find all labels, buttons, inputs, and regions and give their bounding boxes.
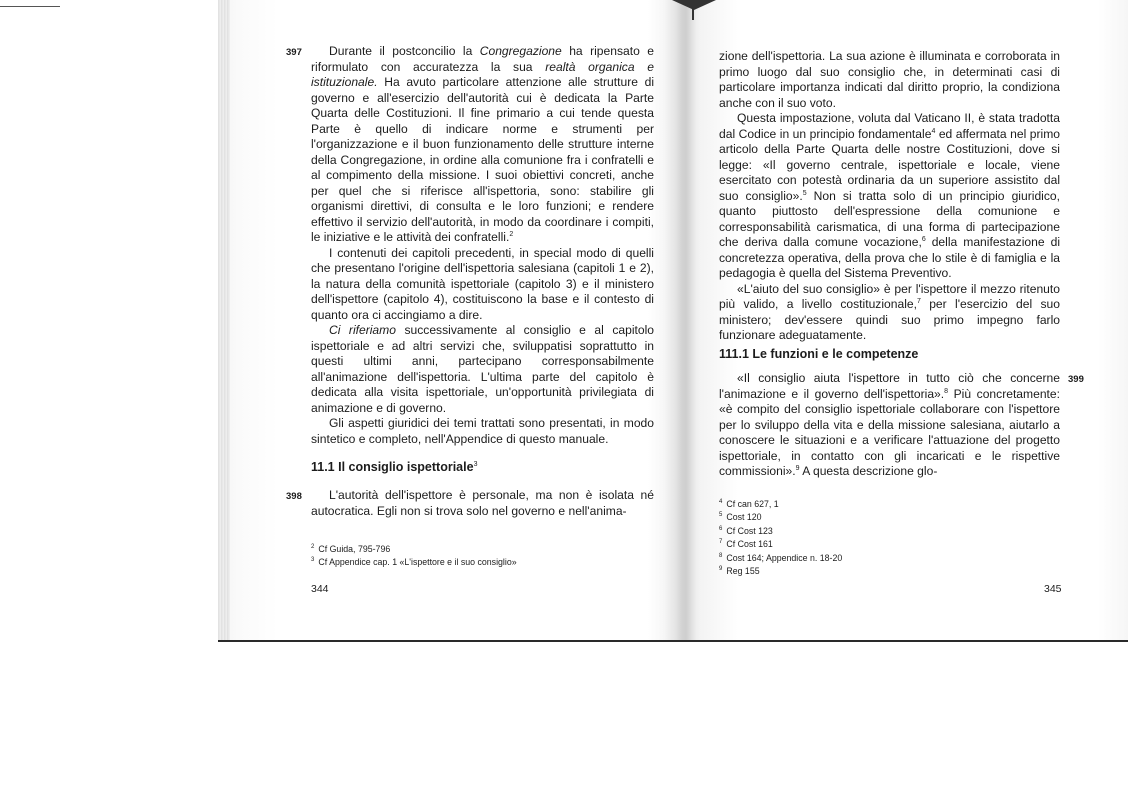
page-number-right: 345 [1044, 583, 1062, 595]
footnote: $^9$ Reg 155 [719, 566, 760, 577]
right-footnotes [719, 497, 842, 578]
left-page-body [311, 44, 654, 447]
footnote: $^2$ Cf Guida, 795-796 [311, 543, 391, 554]
footnote: $^5$ Cost 120 [719, 512, 762, 523]
footnote: $^3$ Cf Appendice cap. 1 «L'ispettore e il suo consiglio» [311, 557, 517, 568]
paragraph: «Il consiglio aiuta l'ispettore in tutto ciò che concerne l'animazione e il governo dell'ispettoria».$^8$ Più concretamente: «è compito del consiglio ispettoriale collaborare con l'ispettore per lo sviluppo della vita e della missione salesiana, aiutarlo a conoscere le situazioni e a verificare l'attuazione del progetto ispettoriale, in contatto con gli incaricati e le rispettive commissioni».$^9$ A questa descrizione glo- [719, 371, 1060, 478]
section-heading: 11.1 Il consiglio ispettoriale$^3$ [311, 460, 478, 474]
margin-number-398: 398 [286, 491, 302, 502]
paragraph: zione dell'ispettoria. La sua azione è illuminata e corroborata in primo luogo dal suo consiglio che, in determinati casi di particolare importanza indicati dal diritto proprio, la condiziona anche con il suo voto. [719, 49, 1060, 110]
right-page-body [719, 49, 1060, 344]
footnote-ref: 2 [509, 230, 514, 238]
paragraph: Ci riferiamo successivamente al consiglio e al capitolo ispettoriale e ad altri servizi che, sviluppatisi soprattutto in questi ultimi anni, partecipano corresponsabilmente all'animazione dell'ispettoria. L'ultima parte del capitolo è dedicata alla visita ispettoriale, un'opportunità privilegiata di animazione e di governo. [311, 323, 654, 415]
book-gutter [664, 0, 700, 640]
margin-number-399: 399 [1068, 374, 1084, 385]
footnote: $^7$ Cf Cost 161 [719, 539, 773, 550]
scan-edge-line [0, 6, 60, 7]
paragraph: Durante il postconcilio la Congregazione ha ripensato e riformulato con accuratezza la sua realtà organica e istituzionale. Ha avuto particolare attenzione alle strutture di governo e all'esercizio dell'autorità cui è dedicata la Parte Quarta delle Costituzioni. Il fine primario a cui tende questa Parte è quello di indicare norme e strumenti per l'organizzazione e il buon funzionamento delle strutture interne della Congregazione, in ordine alla comunione fra i confratelli e al compimento della missione. I suoi obiettivi concreti, anche per quel che si riferisce all'ispettoria, sono: stabilire gli organismi direttivi, di consulta e le loro funzioni; e rendere effettivo il servizio dell'autorità, in modo da coordinare i compiti, le iniziative e le attività dei confratelli.$^2$ [311, 44, 654, 244]
right-page-body-continued [719, 371, 1060, 480]
left-footnotes [311, 542, 517, 569]
left-page-body-continued [311, 488, 654, 519]
paragraph: I contenuti dei capitoli precedenti, in special modo di quelli che presentano l'origine dell'ispettoria salesiana (capitoli 1 e 2), la natura della comunità ispettoriale (capitolo 3) e il ministero dell'ispettore (capitolo 4), costituiscono la base e il contesto di quanto ora ci accingiamo a dire. [311, 245, 654, 322]
paragraph: Gli aspetti giuridici dei temi trattati sono presentati, in modo sintetico e completo, nell'Appendice di questo manuale. [311, 416, 654, 446]
paragraph: «L'aiuto del suo consiglio» è per l'ispettore il mezzo ritenuto più valido, a livello costituzionale,$^7$ per l'esercizio del suo ministero; dev'essere quindi suo primo impegno farlo funzionare adeguatamente. [719, 281, 1060, 342]
footnote: $^4$ Cf can 627, 1 [719, 498, 779, 509]
subsection-heading: 111.1 Le funzioni e le competenze [719, 347, 919, 361]
margin-number-397: 397 [286, 47, 302, 58]
paragraph: L'autorità dell'ispettore è personale, ma non è isolata né autocratica. Egli non si trova solo nel governo e nell'anima- [311, 488, 654, 518]
footnote: $^6$ Cf Cost 123 [719, 525, 773, 536]
bookmark-stem [692, 8, 694, 20]
bookmark-ribbon-icon [672, 0, 716, 10]
page-number-left: 344 [311, 583, 329, 595]
footnote: $^8$ Cost 164; Appendice n. 18-20 [719, 552, 843, 563]
page-stack-edge [218, 0, 230, 640]
paragraph: Questa impostazione, voluta dal Vaticano II, è stata tradotta dal Codice in un principio fondamentale$^4$ ed affermata nel primo articolo della Parte Quarta delle nostre Costituzioni, dove si legge: «Il governo centrale, ispettoriale e locale, viene esercitato con potestà ordinaria da un superiore assistito dal suo consiglio».$^5$ Non si tratta solo di un principio giuridico, quanto piuttosto dell'espressione della comunione e corresponsabilità carismatica, di una forma di partecipazione che deriva dalla comune vocazione,$^6$ della manifestazione di concretezza operativa, della prova che lo stile è di famiglia e la pedagogia è quella del Sistema Preventivo. [719, 111, 1061, 280]
